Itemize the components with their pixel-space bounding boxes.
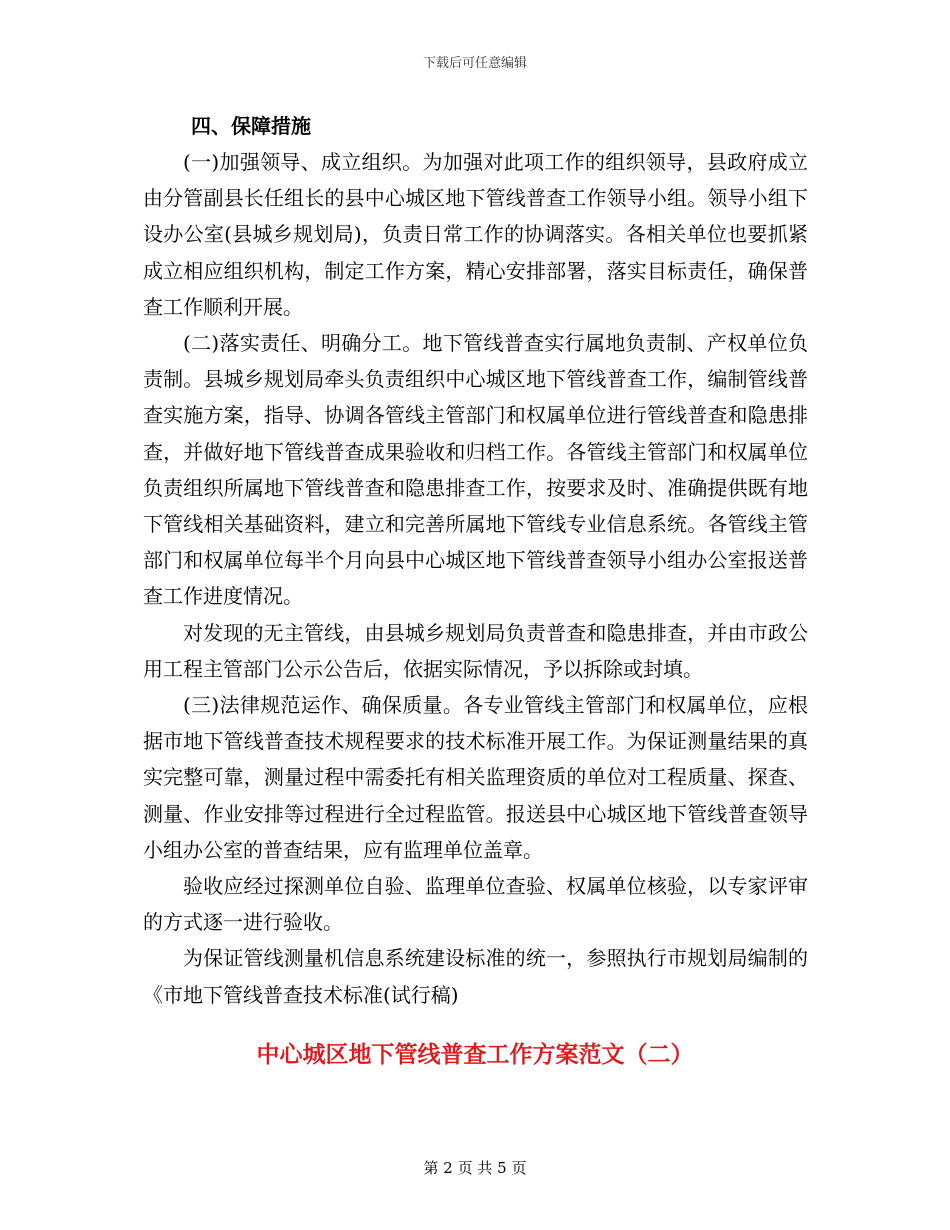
paragraph: (三)法律规范运作、确保质量。各专业管线主管部门和权属单位，应根据市地下管线普查技术规程要求的技术标准开展工作。为保证测量结果的真实完整可靠，测量过程中需委托有相关监理资质的单位对工程质量、探查、测量、作业安排等过程进行全过程监管。报送县中心城区地下管线普查领导小组办公室的普查结果，应有监理单位盖章。 [143, 693, 808, 862]
paragraph: 验收应经过探测单位自验、监理单位查验、权属单位核验，以专家评审的方式逐一进行验收。 [143, 874, 808, 935]
section-heading: 四、保障措施 [191, 114, 311, 138]
document-body [143, 108, 808, 1013]
page-number: 第 2 页 共 5 页 [423, 1159, 527, 1177]
paragraph: 对发现的无主管线，由县城乡规划局负责普查和隐患排查，并由市政公用工程主管部门公示公告后，依据实际情况，予以拆除或封填。 [143, 620, 808, 681]
paragraph: (二)落实责任、明确分工。地下管线普查实行属地负责制、产权单位负责制。县城乡规划局牵头负责组织中心城区地下管线普查工作，编制管线普查实施方案，指导、协调各管线主管部门和权属单位进行管线普查和隐患排查，并做好地下管线普查成果验收和归档工作。各管线主管部门和权属单位负责组织所属地下管线普查和隐患排查工作，按要求及时、准确提供既有地下管线相关基础资料，建立和完善所属地下管线专业信息系统。各管线主管部门和权属单位每半个月向县中心城区地下管线普查领导小组办公室报送普查工作进度情况。 [143, 331, 808, 609]
paragraph: (一)加强领导、成立组织。为加强对此项工作的组织领导，县政府成立由分管副县长任组长的县中心城区地下管线普查工作领导小组。领导小组下设办公室(县城乡规划局)，负责日常工作的协调落实。各相关单位也要抓紧成立相应组织机构，制定工作方案，精心安排部署，落实目标责任，确保普查工作顺利开展。 [143, 150, 808, 319]
paragraph: 为保证管线测量机信息系统建设标准的统一，参照执行市规划局编制的《市地下管线普查技术标准(试行稿) [143, 946, 808, 1007]
header-note: 下载后可任意编辑 [422, 56, 527, 71]
next-document-title: 中心城区地下管线普查工作方案范文（二） [256, 1041, 694, 1068]
